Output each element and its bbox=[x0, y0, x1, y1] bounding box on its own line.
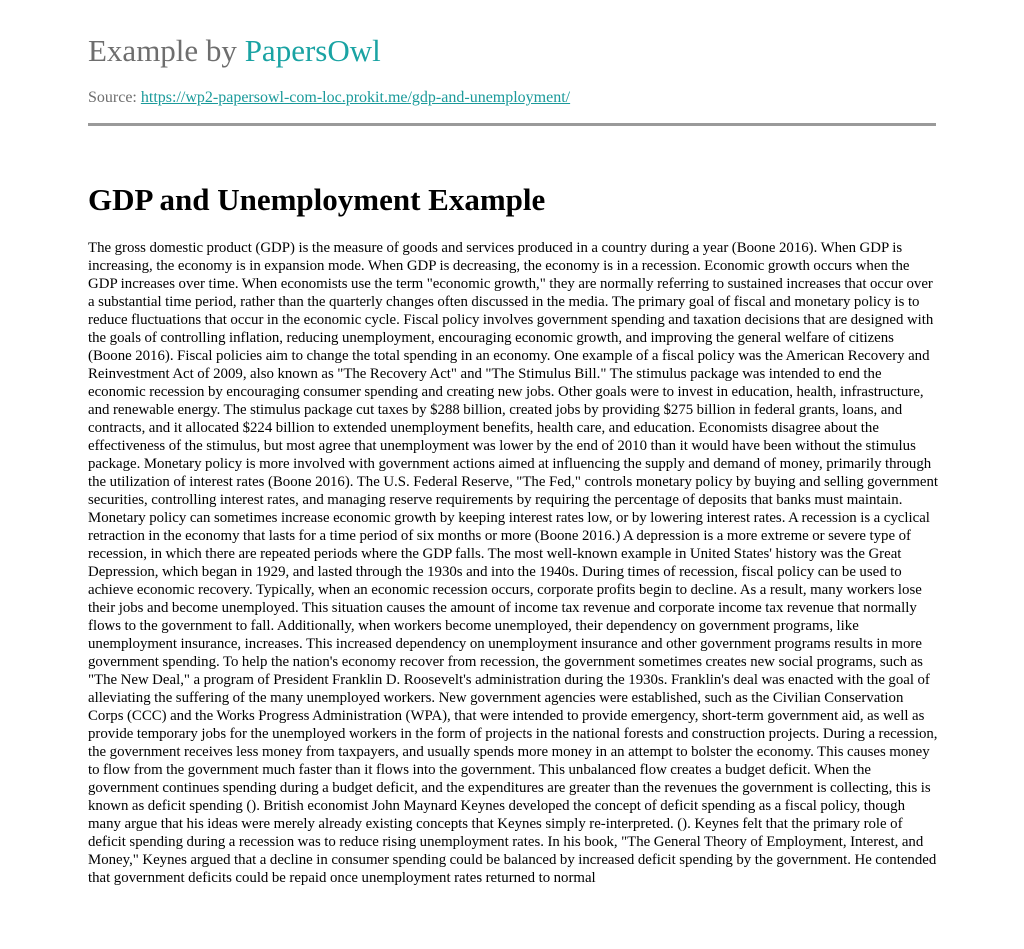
document-title: GDP and Unemployment Example bbox=[88, 182, 546, 217]
source-line bbox=[88, 88, 570, 108]
source-link[interactable]: https://wp2-papersowl-com-loc.prokit.me/gdp-and-unemployment/ bbox=[140, 89, 571, 106]
source-label: Source: bbox=[88, 89, 137, 106]
brand-name-link[interactable]: PapersOwl bbox=[244, 33, 381, 68]
document-body: The gross domestic product (GDP) is the measure of goods and services produced in a country during a year (Boone 2016). When GDP is increasing, the economy is in expansion mode. When GDP is decreasing, the economy is in a recession. Economic growth occurs when the GDP increases over time. When economists use the term "economic growth," they are normally referring to sustained increases that occur over a substantial time period, rather than the quarterly changes often discussed in the media. The primary goal of fiscal and monetary policy is to reduce fluctuations that occur in the economic cycle. Fiscal policy involves government spending and taxation decisions that are designed with the goals of controlling inflation, reducing unemployment, encouraging economic growth, and improving the general welfare of citizens (Boone 2016). Fiscal policies aim to change the total spending in an economy. One example of a fiscal policy was the American Recovery and Reinvestment Act of 2009, also known as "The Recovery Act" and "The Stimulus Bill." The stimulus package was intended to end the economic recession by encouraging consumer spending and creating new jobs. Other goals were to invest in education, health, infrastructure, and renewable energy. The stimulus package cut taxes by $288 billion, created jobs by providing $275 billion in federal grants, loans, and contracts, and it allocated $224 billion to extended unemployment benefits, health care, and education. Economists disagree about the effectiveness of the stimulus, but most agree that unemployment was lower by the end of 2010 than it would have been without the stimulus package. Monetary policy is more involved with government actions aimed at influencing the supply and demand of money, primarily through the utilization of interest rates (Boone 2016). The U.S. Federal Reserve, "The Fed," controls monetary policy by buying and selling government securities, controlling interest rates, and managing reserve requirements by requiring the percentage of deposits that banks must maintain. Monetary policy can sometimes increase economic growth by keeping interest rates low, or by lowering interest rates. A recession is a cyclical retraction in the economy that lasts for a time period of six months or more (Boone 2016.) A depression is a more extreme or severe type of recession, in which there are repeated periods where the GDP falls. The most well-known example in United States' history was the Great Depression, which began in 1929, and lasted through the 1930s and into the 1940s. During times of recession, fiscal policy can be used to achieve economic recovery. Typically, when an economic recession occurs, corporate profits begin to decline. As a result, many workers lose their jobs and become unemployed. This situation causes the amount of income tax revenue and corporate income tax revenue that normally flows to the government to fall. Additionally, when workers become unemployed, their dependency on government programs, like unemployment insurance, increases. This increased dependency on unemployment insurance and other government programs results in more government spending. To help the nation's economy recover from recession, the government sometimes creates new social programs, such as "The New Deal," a program of President Franklin D. Roosevelt's administration during the 1930s. Franklin's deal was enacted with the goal of alleviating the suffering of the many unemployed workers. New government agencies were established, such as the Civilian Conservation Corps (CCC) and the Works Progress Administration (WPA), that were intended to provide emergency, short-term government aid, as well as provide temporary jobs for the unemployed workers in the form of projects in the national forests and construction projects. During a recession, the government receives less money from taxpayers, and usually spends more money in an attempt to bolster the economy. This causes money to flow from the government much faster than it flows into the government. This unbalanced flow creates a budget deficit. When the government continues spending during a budget deficit, and the expenditures are greater than the revenues the government is collecting, this is known as deficit spending (). British economist John Maynard Keynes developed the concept of deficit spending as a fiscal policy, though many argue that his ideas were merely already existing concepts that Keynes simply re-interpreted. (). Keynes felt that the primary role of deficit spending during a recession was to reduce rising unemployment rates. In his book, "The General Theory of Employment, Interest, and Money," Keynes argued that a decline in consumer spending could be balanced by increased deficit spending by the government. He contended that government deficits could be repaid once unemployment rates returned to normal bbox=[88, 240, 939, 886]
brand-prefix: Example by bbox=[88, 33, 237, 68]
header-divider bbox=[88, 123, 936, 126]
brand-header bbox=[88, 33, 381, 69]
